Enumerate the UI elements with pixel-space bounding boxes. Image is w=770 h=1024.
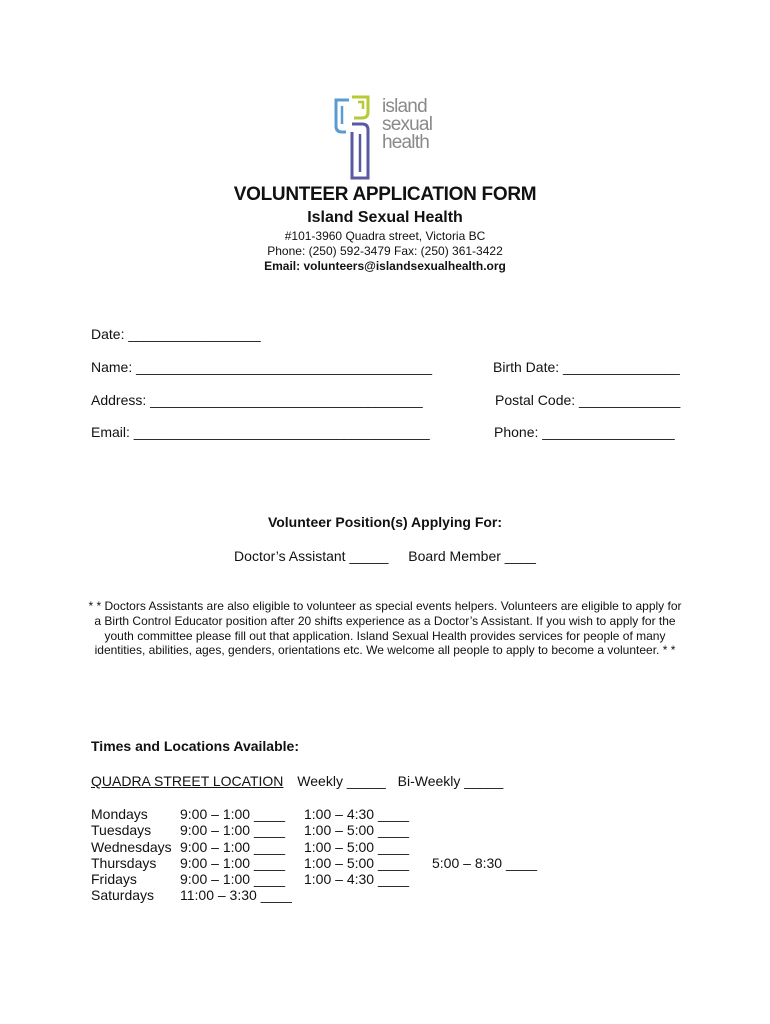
afternoon-slot[interactable]: 1:00 – 5:00 ____ bbox=[304, 854, 410, 871]
morning-slot[interactable]: 9:00 – 1:00 ____ bbox=[180, 854, 286, 871]
organization-phone: Phone: (250) 592-3479 Fax: (250) 361-3422 bbox=[267, 244, 503, 258]
evening-slot[interactable]: 5:00 – 8:30 ____ bbox=[432, 854, 538, 871]
logo-line-3: health bbox=[382, 132, 429, 153]
day-label: Tuesdays bbox=[91, 822, 152, 839]
quadra-location-line bbox=[91, 773, 511, 789]
afternoon-slot[interactable]: 1:00 – 5:00 ____ bbox=[304, 822, 410, 839]
location-name: QUADRA STREET LOCATION bbox=[91, 773, 284, 789]
island-sexual-health-logo bbox=[332, 94, 442, 182]
day-label: Thursdays bbox=[91, 854, 157, 871]
morning-slot[interactable]: 9:00 – 1:00 ____ bbox=[180, 822, 286, 839]
afternoon-slot[interactable]: 1:00 – 4:30 ____ bbox=[304, 806, 410, 822]
board-member-option[interactable]: Board Member ____ bbox=[408, 548, 536, 564]
email-field[interactable]: Email: ______________________________________ bbox=[91, 424, 430, 440]
afternoon-slot[interactable]: 1:00 – 5:00 ____ bbox=[304, 838, 410, 855]
positions-heading: Volunteer Position(s) Applying For: bbox=[267, 514, 503, 530]
morning-slot[interactable]: 9:00 – 1:00 ____ bbox=[180, 838, 286, 855]
morning-slot[interactable]: 11:00 – 3:30 ____ bbox=[180, 887, 292, 904]
morning-slot[interactable]: 9:00 – 1:00 ____ bbox=[180, 806, 286, 822]
day-label: Mondays bbox=[91, 806, 148, 822]
logo-line-2: sexual bbox=[382, 114, 433, 135]
doctors-assistant-option[interactable]: Doctor’s Assistant _____ bbox=[234, 548, 389, 564]
day-label: Wednesdays bbox=[91, 838, 172, 855]
form-title: VOLUNTEER APPLICATION FORM bbox=[233, 184, 537, 205]
positions-options bbox=[0, 548, 770, 564]
postal-code-field[interactable]: Postal Code: _____________ bbox=[495, 392, 681, 408]
logo-wordmark bbox=[382, 98, 432, 152]
day-label: Fridays bbox=[91, 871, 137, 888]
birth-date-field[interactable]: Birth Date: _______________ bbox=[493, 359, 680, 375]
phone-field[interactable]: Phone: _________________ bbox=[494, 424, 675, 440]
organization-email: Email: volunteers@islandsexualhealth.org bbox=[264, 259, 506, 273]
biweekly-option[interactable]: Bi-Weekly _____ bbox=[397, 773, 504, 789]
organization-name: Island Sexual Health bbox=[307, 209, 463, 226]
times-heading: Times and Locations Available: bbox=[91, 738, 299, 754]
morning-slot[interactable]: 9:00 – 1:00 ____ bbox=[180, 871, 286, 888]
name-field[interactable]: Name: ______________________________________ bbox=[91, 359, 432, 375]
organization-address: #101-3960 Quadra street, Victoria BC bbox=[284, 229, 486, 243]
logo-line-1: island bbox=[382, 96, 427, 117]
eligibility-note: * * Doctors Assistants are also eligible to volunteer as special events helpers. Volunteers are eligible to apply for a Birth Control Educator position after 20 shifts experience as a Doctor’s Assistant. If you wish to apply for the youth committee please fill out that application. Island Sexual Health provides services for people of many identities, abilities, ages, genders, orientations etc. We welcome all people to apply to become a volunteer. * * bbox=[88, 599, 682, 658]
afternoon-slot[interactable]: 1:00 – 4:30 ____ bbox=[304, 871, 410, 888]
date-field[interactable]: Date: _________________ bbox=[91, 326, 261, 342]
weekly-option[interactable]: Weekly _____ bbox=[297, 773, 386, 789]
logo-mark bbox=[332, 94, 382, 182]
day-label: Saturdays bbox=[91, 887, 155, 904]
address-field[interactable]: Address: ___________________________________ bbox=[91, 392, 423, 408]
